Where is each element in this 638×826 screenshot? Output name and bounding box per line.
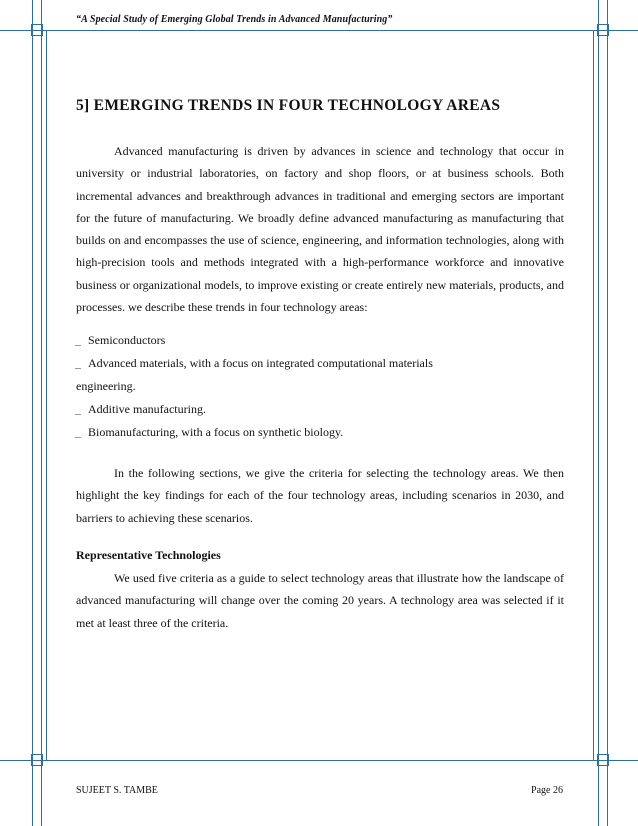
bullet-item-biomanufacturing [76,421,343,443]
criteria-paragraph [76,567,564,634]
bullet-marker [75,345,81,346]
frame-corner-bl [31,754,43,766]
frame-right-line [598,0,599,826]
frame-left-line-inner [41,0,42,826]
frame-inner-border-right [593,30,594,760]
bullet-continuation-text: engineering. [76,379,136,393]
frame-left-line [32,0,33,826]
page-number: Page 26 [531,785,563,796]
bullet-text: Additive manufacturing. [88,402,206,416]
frame-right-line-inner [607,0,608,826]
bullet-item-semiconductors [76,329,165,351]
bullet-text: Semiconductors [88,333,166,347]
bullet-marker [75,368,81,369]
frame-inner-border-left [46,30,47,760]
criteria-text: We used five criteria as a guide to select technology areas that illustrate how the landscape of advanced manufacturing will change over the coming 20 years. A technology area was selected if it met at least three of the criteria. [76,571,564,630]
running-header: “A Special Study of Emerging Global Trends in Advanced Manufacturing” [76,14,393,25]
bullet-text: Advanced materials, with a focus on integrated computational materials [88,356,433,370]
sections-text: In the following sections, we give the criteria for selecting the technology areas. We then highlight the key findings for each of the four technology areas, including scenarios in 2030, and barriers to achieving these scenarios. [76,466,564,525]
intro-paragraph [76,140,564,318]
bullet-marker [75,414,81,415]
subheading: Representative Technologies [76,548,221,562]
bullet-continuation [76,375,136,397]
bullet-item-advanced-materials [76,352,433,374]
intro-text: Advanced manufacturing is driven by advances in science and technology that occur in university or industrial laboratories, on factory and shop floors, or at business schools. Both incremental advances and breakthrough advances in traditional and emerging sectors are important for the future of manufacturing. We broadly define advanced manufacturing as manufacturing that builds on and encompasses the use of science, engineering, and information technologies, along with high-precision tools and methods integrated with a high-performance workforce and innovative business or organizational models, to improve existing or create entirely new materials, products, and processes. we describe these trends in four technology areas: [76,144,564,315]
bullet-text: Biomanufacturing, with a focus on synthetic biology. [88,425,344,439]
sections-paragraph [76,462,564,529]
frame-corner-br [597,754,609,766]
frame-bottom-line [0,760,638,761]
bullet-marker [75,437,81,438]
frame-top-line [0,30,638,31]
bullet-item-additive [76,398,206,420]
footer-author: SUJEET S. TAMBE [76,785,158,796]
section-title: 5] EMERGING TRENDS IN FOUR TECHNOLOGY AREAS [76,97,501,114]
frame-corner-tr [597,24,609,36]
frame-corner-tl [31,24,43,36]
